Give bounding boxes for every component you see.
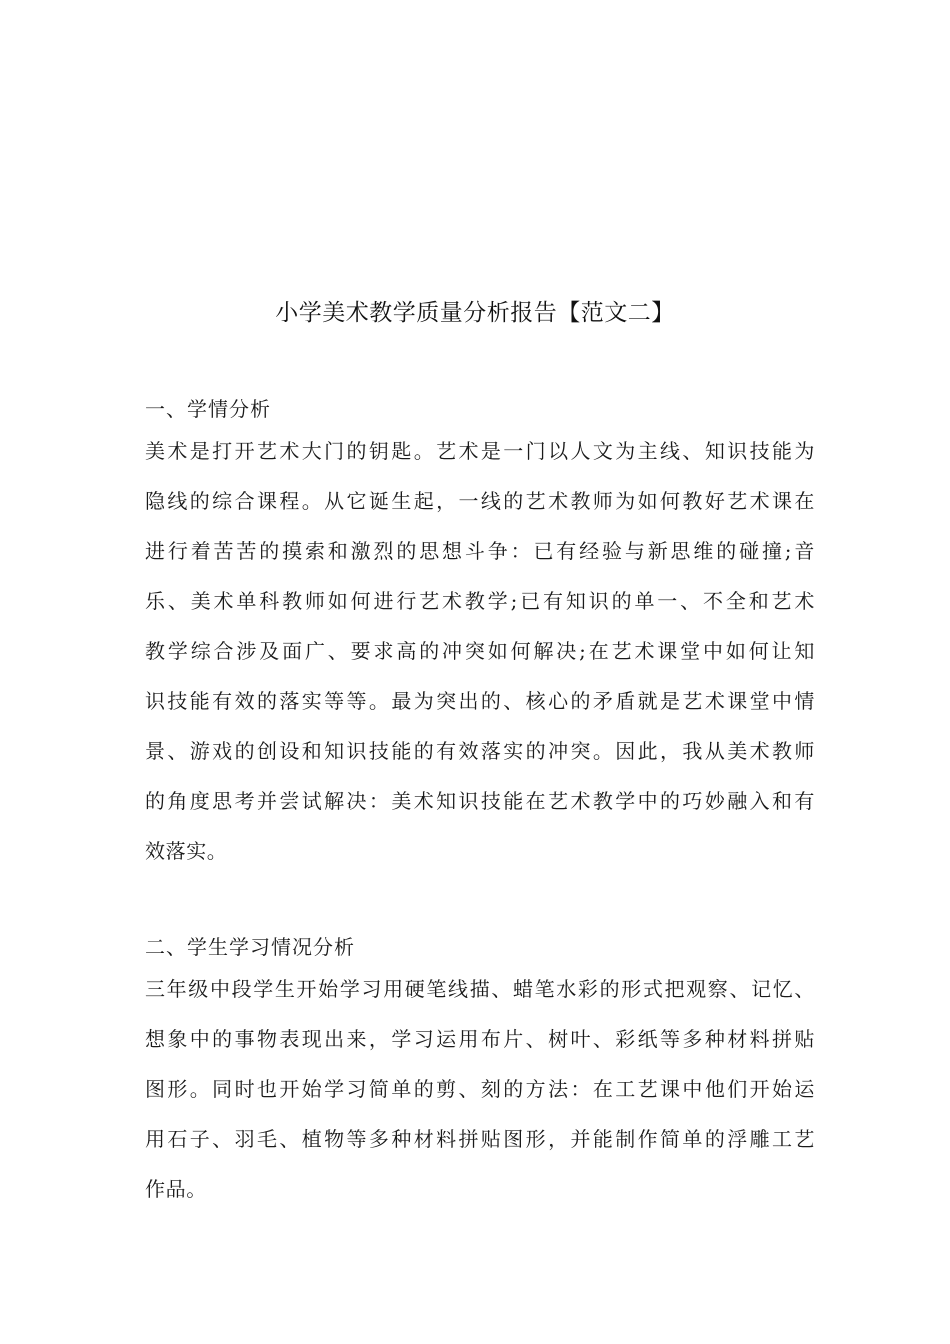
- paragraph-line: 的角度思考并尝试解决：美术知识技能在艺术教学中的巧妙融入和有: [145, 789, 815, 813]
- paragraph-line: 景、游戏的创设和知识技能的有效落实的冲突。因此，我从美术教师: [145, 739, 815, 763]
- section-learning-analysis: [145, 392, 815, 876]
- paragraph-line: 乐、美术单科教师如何进行艺术教学;已有知识的单一、不全和艺术: [145, 589, 815, 613]
- section-heading: 一、学情分析: [145, 397, 271, 421]
- paragraph-line: 隐线的综合课程。从它诞生起，一线的艺术教师为如何教好艺术课在: [145, 489, 815, 513]
- paragraph-line: 教学综合涉及面广、要求高的冲突如何解决;在艺术课堂中如何让知: [145, 639, 815, 663]
- paragraph-line: 识技能有效的落实等等。最为突出的、核心的矛盾就是艺术课堂中情: [145, 689, 815, 713]
- section-paragraph: [145, 426, 815, 876]
- document-title: 小学美术教学质量分析报告【范文二】: [275, 300, 675, 326]
- paragraph-line: 想象中的事物表现出来，学习运用布片、树叶、彩纸等多种材料拼贴: [145, 1027, 815, 1051]
- section-heading: 二、学生学习情况分析: [145, 935, 355, 959]
- section-paragraph: [145, 964, 815, 1214]
- paragraph-line: 效落实。: [145, 839, 228, 863]
- section-student-learning: [145, 930, 815, 1214]
- paragraph-line: 三年级中段学生开始学习用硬笔线描、蜡笔水彩的形式把观察、记忆、: [145, 977, 815, 1001]
- paragraph-line: 图形。同时也开始学习简单的剪、刻的方法：在工艺课中他们开始运: [145, 1077, 815, 1101]
- paragraph-line: 美术是打开艺术大门的钥匙。艺术是一门以人文为主线、知识技能为: [145, 439, 815, 463]
- paragraph-line: 用石子、羽毛、植物等多种材料拼贴图形，并能制作简单的浮雕工艺: [145, 1127, 815, 1151]
- paragraph-line: 进行着苦苦的摸索和激烈的思想斗争：已有经验与新思维的碰撞;音: [145, 539, 815, 563]
- paragraph-line: 作品。: [145, 1177, 207, 1201]
